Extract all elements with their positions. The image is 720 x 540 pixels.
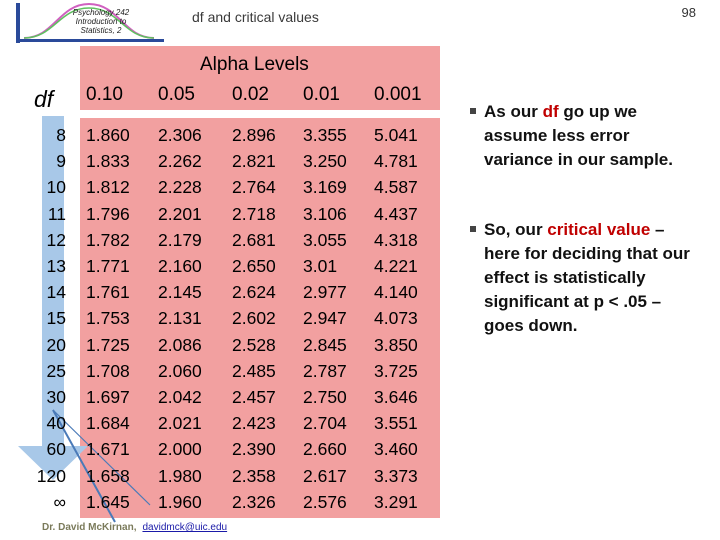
- table-cell: 1.645: [86, 491, 130, 512]
- table-cell: 2.228: [158, 177, 202, 198]
- table-cell: 2.845: [303, 334, 347, 355]
- table-cell: 2.977: [303, 282, 347, 303]
- table-cell: 1.771: [86, 256, 130, 277]
- table-cell: ∞: [53, 491, 66, 512]
- table-cell: 2.750: [303, 387, 347, 408]
- table-cell: 3.291: [374, 491, 418, 512]
- footer-author: Dr. David McKirnan,: [42, 522, 137, 533]
- alpha-005-column: [158, 122, 202, 515]
- table-cell: 3.055: [303, 229, 347, 250]
- table-cell: 2.457: [232, 387, 276, 408]
- table-cell: 2.042: [158, 387, 202, 408]
- table-cell: 3.551: [374, 413, 418, 434]
- bullet-square-icon: [470, 108, 476, 114]
- alpha-010-column: [86, 122, 130, 515]
- table-cell: 1.980: [158, 465, 202, 486]
- table-cell: 3.725: [374, 360, 418, 381]
- table-cell: 3.01: [303, 256, 338, 277]
- table-cell: 2.131: [158, 308, 202, 329]
- table-cell: 2.602: [232, 308, 276, 329]
- table-cell: 40: [46, 413, 66, 434]
- table-cell: 1.960: [158, 491, 202, 512]
- table-cell: 3.373: [374, 465, 418, 486]
- table-cell: 2.262: [158, 151, 202, 172]
- table-cell: 2.947: [303, 308, 347, 329]
- table-cell: 4.437: [374, 203, 418, 224]
- table-cell: 12: [46, 229, 66, 250]
- bullet-highlight: critical value: [547, 220, 651, 239]
- table-cell: 10: [46, 177, 66, 198]
- table-cell: 2.718: [232, 203, 276, 224]
- table-cell: 3.850: [374, 334, 418, 355]
- table-cell: 2.528: [232, 334, 276, 355]
- table-cell: 1.860: [86, 125, 130, 145]
- alpha-002-column: [232, 122, 276, 515]
- alpha-header-005: 0.05: [158, 84, 195, 105]
- table-cell: 13: [46, 256, 66, 277]
- table-cell: 2.145: [158, 282, 202, 303]
- table-cell: 1.684: [86, 413, 130, 434]
- table-cell: 9: [56, 151, 66, 172]
- table-cell: 2.681: [232, 229, 276, 250]
- table-cell: 2.624: [232, 282, 276, 303]
- table-cell: 2.179: [158, 229, 202, 250]
- bullet-text: – here for deciding that our effect is statistically significant at p < .05 – goes down.: [484, 220, 690, 335]
- table-cell: 2.423: [232, 413, 276, 434]
- table-cell: 4.318: [374, 229, 418, 250]
- table-cell: 3.106: [303, 203, 347, 224]
- alpha-header-002: 0.02: [232, 84, 269, 105]
- table-cell: 30: [46, 387, 66, 408]
- table-cell: 1.812: [86, 177, 130, 198]
- table-cell: 2.306: [158, 125, 202, 145]
- table-cell: 2.021: [158, 413, 202, 434]
- table-cell: 2.358: [232, 465, 276, 486]
- bullet-critical-value: [470, 218, 700, 338]
- table-cell: 1.725: [86, 334, 130, 355]
- bullet-df-error: [470, 100, 700, 172]
- table-cell: 4.587: [374, 177, 418, 198]
- alpha-0001-column: [374, 122, 418, 515]
- alpha-levels-title: Alpha Levels: [200, 54, 309, 75]
- bullet-text: As our: [484, 102, 543, 121]
- table-cell: 15: [46, 308, 66, 329]
- table-cell: 1.796: [86, 203, 130, 224]
- table-cell: 1.782: [86, 229, 130, 250]
- table-cell: 2.650: [232, 256, 276, 277]
- table-cell: 2.390: [232, 439, 276, 460]
- alpha-001-column: [303, 122, 347, 515]
- table-cell: 3.355: [303, 125, 347, 145]
- table-cell: 2.326: [232, 491, 276, 512]
- table-cell: 120: [36, 465, 66, 486]
- table-cell: 2.896: [232, 125, 276, 145]
- table-cell: 2.787: [303, 360, 347, 381]
- table-cell: 14: [46, 282, 66, 303]
- table-cell: 11: [47, 203, 66, 224]
- course-logo: [14, 2, 164, 44]
- slide-title: df and critical values: [192, 9, 319, 25]
- table-cell: 4.781: [374, 151, 418, 172]
- table-cell: 2.086: [158, 334, 202, 355]
- table-cell: 2.485: [232, 360, 276, 381]
- table-cell: 1.761: [86, 282, 130, 303]
- alpha-header-001: 0.01: [303, 84, 340, 105]
- table-cell: 2.617: [303, 465, 347, 486]
- page-number: 98: [681, 5, 696, 20]
- table-cell: 1.753: [86, 308, 130, 329]
- table-cell: 1.708: [86, 360, 130, 381]
- bullet-text: go up we assume less error variance in our sample.: [484, 102, 673, 169]
- table-cell: 8: [56, 125, 66, 145]
- table-cell: 4.073: [374, 308, 418, 329]
- table-cell: 4.221: [374, 256, 418, 277]
- table-cell: 60: [46, 439, 66, 460]
- table-cell: 20: [46, 334, 66, 355]
- footer-email-link[interactable]: davidmck@uic.edu: [142, 522, 228, 533]
- table-cell: 2.764: [232, 177, 276, 198]
- table-cell: 2.000: [158, 439, 202, 460]
- bullet-square-icon: [470, 226, 476, 232]
- table-cell: 1.697: [86, 387, 130, 408]
- table-cell: 4.140: [374, 282, 418, 303]
- table-cell: 3.169: [303, 177, 347, 198]
- bullet-highlight: df: [542, 102, 559, 121]
- df-column: [18, 122, 66, 515]
- table-cell: 3.460: [374, 439, 418, 460]
- alpha-header-0001: 0.001: [374, 84, 422, 105]
- table-cell: 2.060: [158, 360, 202, 381]
- table-cell: 2.704: [303, 413, 347, 434]
- table-cell: 2.576: [303, 491, 347, 512]
- table-cell: 3.646: [374, 387, 418, 408]
- df-header: df: [34, 86, 54, 112]
- table-cell: 2.821: [232, 151, 276, 172]
- table-cell: 2.160: [158, 256, 202, 277]
- table-cell: 1.671: [86, 439, 130, 460]
- table-cell: 3.250: [303, 151, 347, 172]
- logo-text: Psychology 242 Introduction to Statistics, 2: [72, 8, 130, 35]
- table-cell: 5.041: [374, 125, 418, 145]
- footer: [42, 522, 227, 533]
- table-cell: 1.833: [86, 151, 130, 172]
- table-cell: 2.660: [303, 439, 347, 460]
- table-cell: 1.658: [86, 465, 130, 486]
- alpha-header-010: 0.10: [86, 84, 123, 105]
- table-cell: 25: [46, 360, 66, 381]
- bullet-text: So, our: [484, 220, 548, 239]
- table-cell: 2.201: [158, 203, 202, 224]
